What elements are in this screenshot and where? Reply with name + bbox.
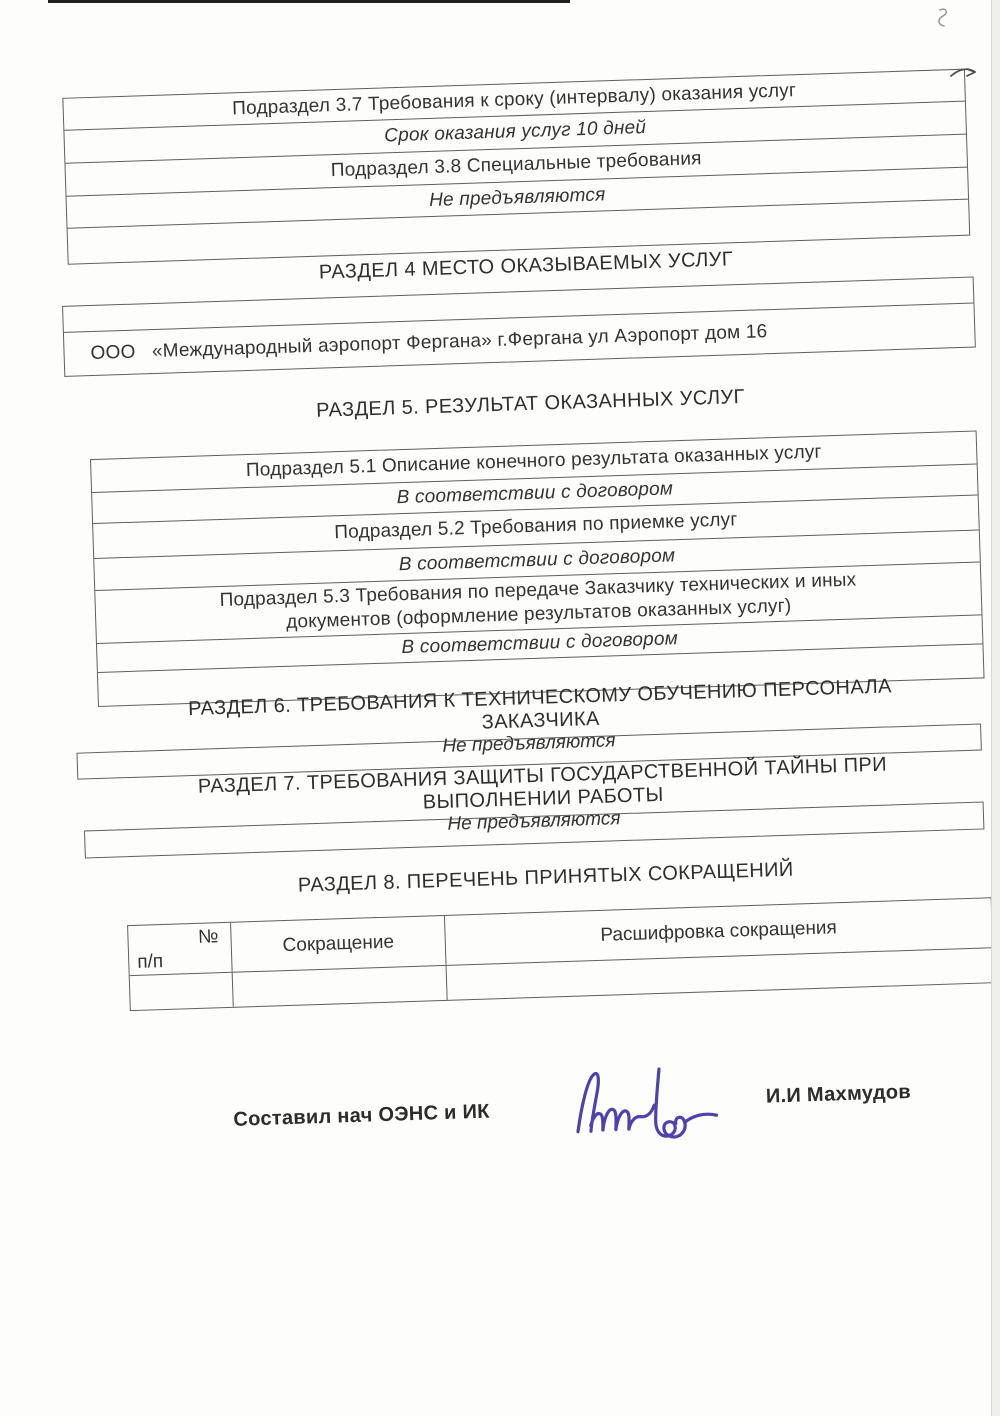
- cell-number: [130, 973, 234, 1010]
- section-8-heading: РАЗДЕЛ 8. ПЕРЕЧЕНЬ ПРИНЯТЫХ СОКРАЩЕНИЙ: [297, 858, 794, 897]
- section-7-value: Не предъявляются: [447, 808, 621, 835]
- number-sign: №: [197, 925, 219, 948]
- cell-text: Срок оказания услуг 10 дней: [383, 116, 647, 147]
- signature-stroke: [576, 1067, 717, 1140]
- cell-text: Подраздел 5.2 Требования по приемке услуг: [334, 509, 738, 544]
- header-cell-abbreviation: Сокращение: [231, 916, 446, 972]
- cell-text: Не предъявляются: [428, 183, 606, 211]
- cell-text: В соответствии с договором: [398, 544, 676, 575]
- cell-text: В соответствии с договором: [396, 478, 674, 509]
- signer-name: И.И Махмудов: [765, 1080, 912, 1108]
- page-edge-shade: [992, 0, 1000, 1416]
- prepared-by-label: Составил нач ОЭНС и ИК: [233, 1100, 491, 1131]
- cell-abbreviation: [233, 966, 448, 1007]
- section-6-value: Не предъявляются: [442, 730, 616, 757]
- section-7-heading: РАЗДЕЛ 7. ТРЕБОВАНИЯ ЗАЩИТЫ ГОСУДАРСТВЕННОЙ ТАЙНЫ ПРИ ВЫПОЛНЕНИИ РАБОТЫ: [197, 753, 888, 814]
- address-text: ООО «Международный аэропорт Фергана» г.Фергана ул Аэропорт дом 16: [90, 320, 768, 364]
- section-5-table: [90, 430, 985, 707]
- section-4-heading: РАЗДЕЛ 4 МЕСТО ОКАЗЫВАЕМЫХ УСЛУГ: [318, 248, 734, 284]
- cell-text: В соответствии с договором: [401, 628, 679, 659]
- section-4-location-box: [62, 276, 976, 376]
- scan-mark-artifact: [945, 52, 987, 88]
- section-3-table: [62, 69, 970, 265]
- section-6-heading: РАЗДЕЛ 6. ТРЕБОВАНИЯ К ТЕХНИЧЕСКОМУ ОБУЧЕНИЮ ПЕРСОНАЛА ЗАКАЗЧИКА: [187, 675, 893, 734]
- scan-speck-artifact: [920, 2, 956, 32]
- header-cell-description: Расшифровка сокращения: [600, 916, 838, 946]
- header-cell-number: [128, 923, 233, 975]
- scan-edge-artifact: [48, 0, 570, 3]
- cell-text: Подраздел 3.8 Специальные требования: [330, 148, 702, 182]
- abbreviations-table: [127, 897, 994, 1011]
- cell-text: Подраздел 5.1 Описание конечного результата оказанных услуг: [245, 441, 822, 482]
- number-sign-suffix: п/п: [136, 950, 164, 973]
- section-5-heading: РАЗДЕЛ 5. РЕЗУЛЬТАТ ОКАЗАННЫХ УСЛУГ: [315, 385, 746, 422]
- cell-text: Подраздел 5.3 Требования по передаче Заказчику технических и иных документов (оформление результатов оказанных услуг): [219, 569, 857, 633]
- cell-text: Подраздел 3.7 Требования к сроку (интервалу) оказания услуг: [231, 79, 797, 119]
- handwritten-signature: [562, 1059, 735, 1154]
